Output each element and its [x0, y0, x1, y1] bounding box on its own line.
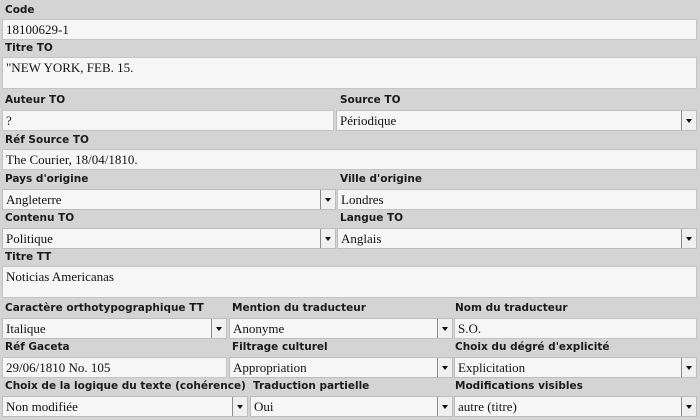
source-to-label: Source TO — [340, 94, 401, 106]
source-to-value: Périodique — [340, 113, 397, 128]
nom-traducteur-field[interactable]: S.O. — [454, 318, 697, 339]
mention-traducteur-value: Anonyme — [233, 321, 285, 336]
auteur-to-field[interactable]: ? — [2, 110, 334, 131]
ref-source-to-field[interactable]: The Courier, 18/04/1810. — [2, 149, 697, 170]
titre-tt-field[interactable]: Noticias Americanas — [2, 266, 697, 298]
choix-degre-value: Explicitation — [458, 360, 526, 375]
chevron-down-icon[interactable] — [437, 397, 452, 416]
choix-logique-label: Choix de la logique du texte (cohérence) — [5, 380, 246, 392]
langue-to-value: Anglais — [341, 231, 382, 246]
caractere-ortho-select[interactable] — [2, 318, 227, 339]
choix-degre-label: Choix du dégré d'explicité — [455, 341, 610, 353]
chevron-down-icon[interactable] — [320, 190, 335, 209]
filtrage-culturel-label: Filtrage culturel — [232, 341, 328, 353]
chevron-down-icon[interactable] — [681, 397, 696, 416]
caractere-ortho-value: Italique — [6, 321, 46, 336]
ref-source-to-label: Réf Source TO — [5, 134, 89, 146]
nom-traducteur-label: Nom du traducteur — [455, 302, 568, 314]
caractere-ortho-label: Caractère orthotypographique TT — [5, 302, 204, 314]
chevron-down-icon[interactable] — [681, 111, 696, 130]
pays-origine-select[interactable] — [2, 189, 336, 210]
chevron-down-icon[interactable] — [211, 319, 226, 338]
chevron-down-icon[interactable] — [437, 358, 452, 377]
chevron-down-icon[interactable] — [681, 229, 696, 248]
pays-origine-label: Pays d'origine — [5, 173, 89, 185]
contenu-to-select[interactable] — [2, 228, 336, 249]
titre-tt-label: Titre TT — [5, 251, 52, 263]
chevron-down-icon[interactable] — [437, 319, 452, 338]
choix-logique-value: Non modifiée — [6, 399, 78, 414]
ville-origine-field[interactable]: Londres — [337, 189, 697, 210]
mention-traducteur-select[interactable] — [229, 318, 453, 339]
chevron-down-icon[interactable] — [320, 229, 335, 248]
mention-traducteur-label: Mention du traducteur — [232, 302, 366, 314]
ref-gaceta-label: Réf Gaceta — [5, 341, 70, 353]
langue-to-select[interactable] — [337, 228, 697, 249]
ville-origine-label: Ville d'origine — [340, 173, 422, 185]
choix-logique-select[interactable] — [2, 396, 248, 417]
code-label: Code — [5, 4, 35, 16]
contenu-to-label: Contenu TO — [5, 212, 75, 224]
contenu-to-value: Politique — [6, 231, 53, 246]
titre-to-label: Titre TO — [5, 42, 53, 54]
traduction-partielle-label: Traduction partielle — [253, 380, 370, 392]
auteur-to-label: Auteur TO — [5, 94, 66, 106]
traduction-partielle-value: Oui — [254, 399, 274, 414]
chevron-down-icon[interactable] — [232, 397, 247, 416]
langue-to-label: Langue TO — [340, 212, 404, 224]
modifications-visibles-value: autre (titre) — [458, 399, 517, 414]
ref-gaceta-field[interactable]: 29/06/1810 No. 105 — [2, 357, 227, 378]
source-to-select[interactable] — [336, 110, 697, 131]
choix-degre-select[interactable] — [454, 357, 697, 378]
pays-origine-value: Angleterre — [6, 192, 62, 207]
filtrage-culturel-value: Appropriation — [233, 360, 307, 375]
code-field[interactable]: 18100629-1 — [2, 19, 697, 40]
filtrage-culturel-select[interactable] — [229, 357, 453, 378]
modifications-visibles-label: Modifications visibles — [455, 380, 583, 392]
titre-to-field[interactable]: "NEW YORK, FEB. 15. — [2, 57, 697, 89]
traduction-partielle-select[interactable] — [250, 396, 453, 417]
chevron-down-icon[interactable] — [681, 358, 696, 377]
modifications-visibles-select[interactable] — [454, 396, 697, 417]
